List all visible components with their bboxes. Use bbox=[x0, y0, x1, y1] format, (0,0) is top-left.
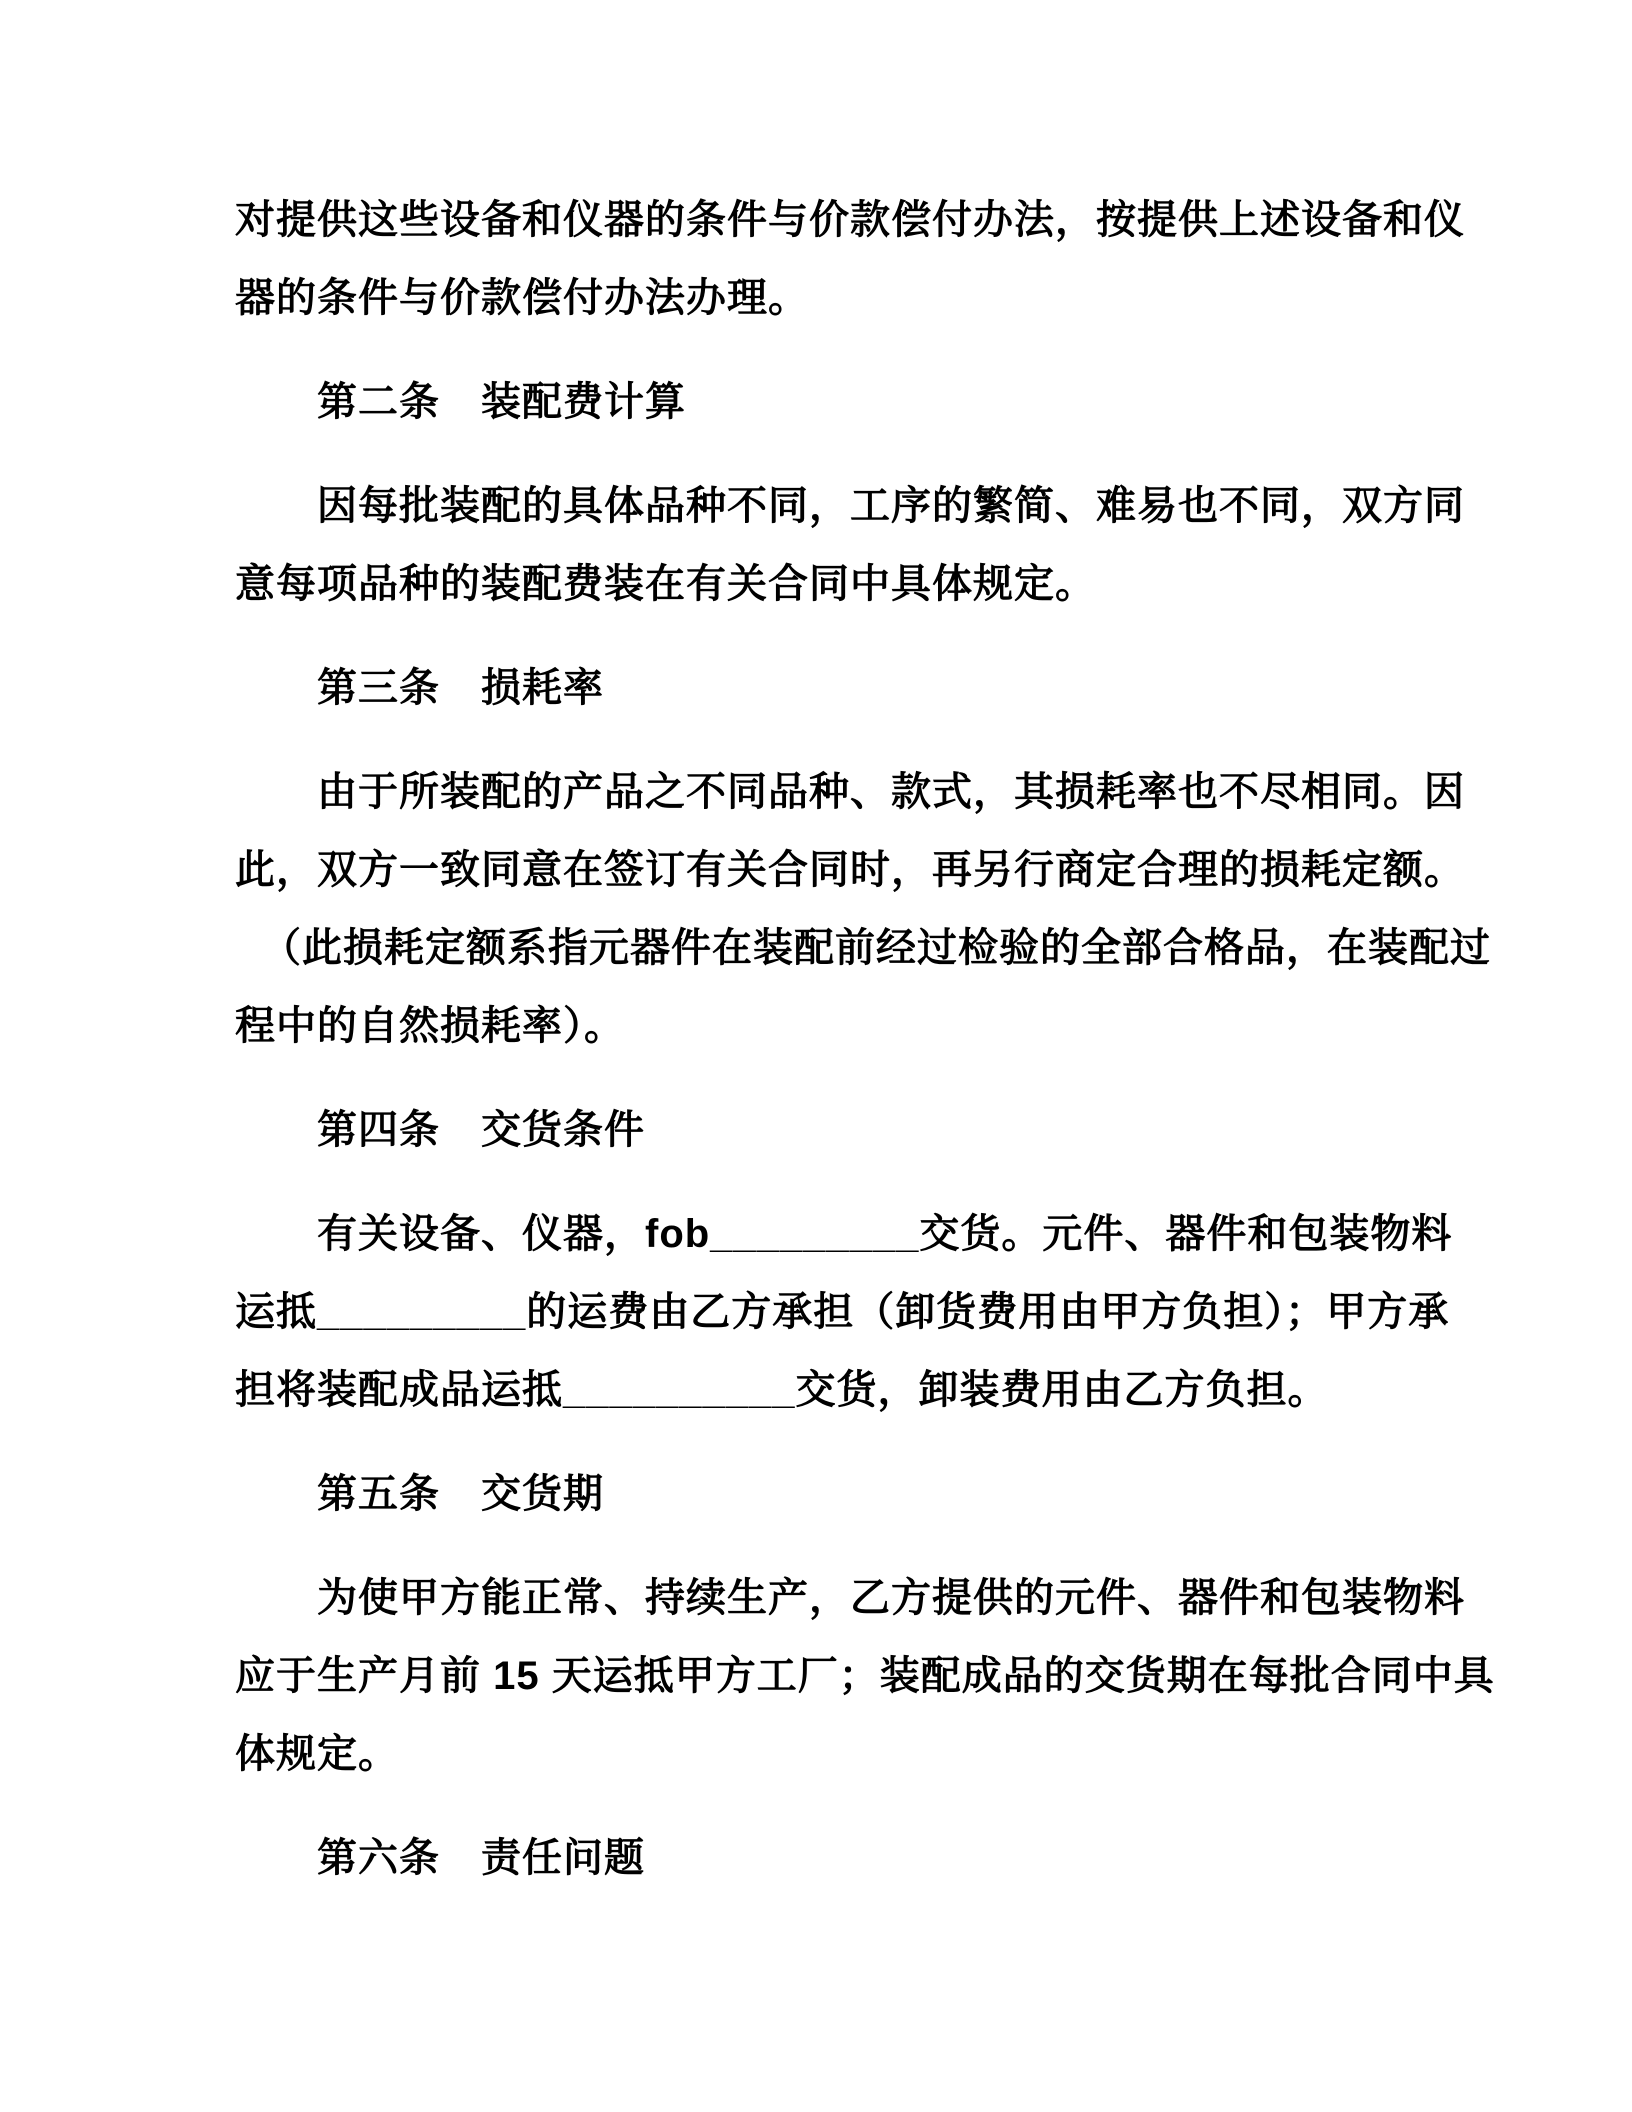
paragraph-block bbox=[235, 1559, 1495, 1793]
paragraph-line: 为使甲方能正常、持续生产，乙方提供的元件、器件和包装物料 bbox=[317, 1576, 1465, 1620]
section-heading: 第二条 装配费计算 bbox=[317, 380, 686, 424]
paragraph-line: 体规定。 bbox=[235, 1732, 399, 1776]
section-heading: 第六条 责任问题 bbox=[317, 1836, 645, 1880]
paragraph-line: 应于生产月前 15 天运抵甲方工厂；装配成品的交货期在每批合同中具 bbox=[235, 1654, 1495, 1698]
paragraph-line: 有关设备、仪器，fob_________交货。元件、器件和包装物料 bbox=[317, 1212, 1453, 1256]
paragraph-line: 因每批装配的具体品种不同，工序的繁简、难易也不同，双方同 bbox=[317, 484, 1465, 528]
paragraph-line: 由于所装配的产品之不同品种、款式，其损耗率也不尽相同。因 bbox=[317, 770, 1465, 814]
section-heading: 第三条 损耗率 bbox=[317, 666, 604, 710]
paragraph-block bbox=[235, 1195, 1482, 1429]
section-heading: 第五条 交货期 bbox=[317, 1472, 604, 1516]
heading-block bbox=[235, 363, 1482, 441]
paragraph-block bbox=[235, 181, 1482, 337]
paragraph-line: 程中的自然损耗率）。 bbox=[235, 1004, 625, 1048]
paragraph-line: 担将装配成品运抵__________交货，卸装费用由乙方负担。 bbox=[235, 1368, 1329, 1412]
paragraph-line: 此，双方一致同意在签订有关合同时，再另行商定合理的损耗定额。 bbox=[235, 848, 1465, 892]
paragraph-line: 意每项品种的装配费装在有关合同中具体规定。 bbox=[235, 562, 1096, 606]
paragraph-line: 对提供这些设备和仪器的条件与价款偿付办法，按提供上述设备和仪 bbox=[235, 198, 1465, 242]
heading-block bbox=[235, 1455, 1482, 1533]
paragraph-line: 器的条件与价款偿付办法办理。 bbox=[235, 276, 809, 320]
section-heading: 第四条 交货条件 bbox=[317, 1108, 645, 1152]
paragraph-line: （此损耗定额系指元器件在装配前经过检验的全部合格品，在装配过 bbox=[261, 926, 1491, 970]
paragraph-block bbox=[235, 467, 1482, 623]
heading-block bbox=[235, 649, 1482, 727]
paragraph-block bbox=[235, 753, 1491, 1065]
heading-block bbox=[235, 1819, 1482, 1897]
paragraph-line: 运抵_________的运费由乙方承担（卸货费用由甲方负担）；甲方承 bbox=[235, 1290, 1450, 1334]
heading-block bbox=[235, 1091, 1482, 1169]
